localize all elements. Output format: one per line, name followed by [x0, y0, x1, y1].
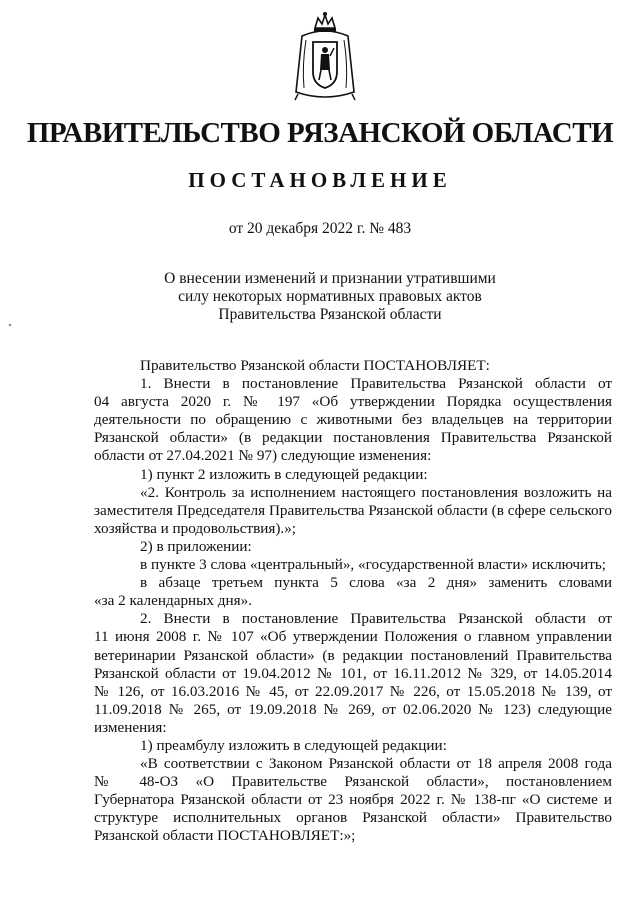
body-line: Губернатора Рязанской области от 23 ноября 2022 г. № 138-пг «О системе и [94, 791, 612, 809]
subject-line: О внесении изменений и признании утратившими [164, 270, 496, 287]
body-line: «за 2 календарных дня». [94, 592, 253, 610]
body-line: Рязанской области от 19.04.2012 № 101, от 16.11.2012 № 329, от 14.05.2014 [94, 664, 612, 682]
body-line: заместителя Председателя Правительства Рязанской области (в сфере сельского [94, 501, 612, 519]
body-line: 2. Внести в постановление Правительства Рязанской области от [140, 610, 612, 628]
government-title: ПРАВИТЕЛЬСТВО РЯЗАНСКОЙ ОБЛАСТИ [26, 117, 614, 149]
margin-dot [8, 323, 12, 327]
body-line: в абзаце третьем пункта 5 слова «за 2 дня» заменить словами [140, 574, 612, 592]
body-line: 1) преамбулу изложить в следующей редакции: [140, 736, 447, 754]
subject-line: силу некоторых нормативных правовых актов [178, 288, 482, 305]
body-line: № 48-ОЗ «О Правительстве Рязанской области», постановлением [94, 773, 612, 791]
body-line: Правительство Рязанской области ПОСТАНОВЛЯЕТ: [140, 357, 490, 374]
body-line: Рязанской области» (в редакции постановления Правительства Рязанской [94, 429, 612, 447]
body-line: 11 июня 2008 г. № 107 «Об утверждении Положения о главном управлении [94, 628, 612, 646]
body-line: № 126, от 16.03.2016 № 45, от 22.09.2017 № 226, от 15.05.2018 № 139, от [94, 682, 612, 700]
body-line: 2) в приложении: [140, 537, 252, 555]
body-line: Рязанской области ПОСТАНОВЛЯЕТ:»; [94, 827, 356, 845]
subject-line: Правительства Рязанской области [218, 306, 442, 323]
document-subject [150, 270, 510, 324]
body-line: изменения: [94, 718, 167, 736]
body-line: деятельности по обращению с животными без владельцев на территории [94, 411, 612, 429]
body-line: области от 27.04.2021 № 97) следующие изменения: [94, 447, 432, 465]
coat-of-arms-emblem [290, 10, 360, 102]
body-line: ветеринарии Рязанской области» (в редакции постановлений Правительства [94, 646, 612, 664]
body-line: хозяйства и продовольствия).»; [94, 519, 297, 537]
date-and-number: от 20 декабря 2022 г. № 483 [228, 220, 412, 237]
document-body [94, 357, 612, 846]
body-line: 1) пункт 2 изложить в следующей редакции: [140, 465, 428, 483]
body-line: в пункте 3 слова «центральный», «государственной власти» исключить; [140, 556, 606, 574]
body-line: «2. Контроль за исполнением настоящего постановления возложить на [140, 483, 612, 501]
body-line: 1. Внести в постановление Правительства Рязанской области от [140, 375, 612, 393]
body-line: 04 августа 2020 г. № 197 «Об утверждении Порядка осуществления [94, 393, 612, 411]
body-line: структуре исполнительных органов Рязанской области» Правительство [94, 809, 612, 827]
document-type: ПОСТАНОВЛЕНИЕ [188, 168, 452, 192]
body-line: 11.09.2018 № 265, от 19.09.2018 № 269, от 02.06.2020 № 123) следующие [94, 700, 612, 718]
body-line: «В соответствии с Законом Рязанской области от 18 апреля 2008 года [140, 755, 612, 773]
